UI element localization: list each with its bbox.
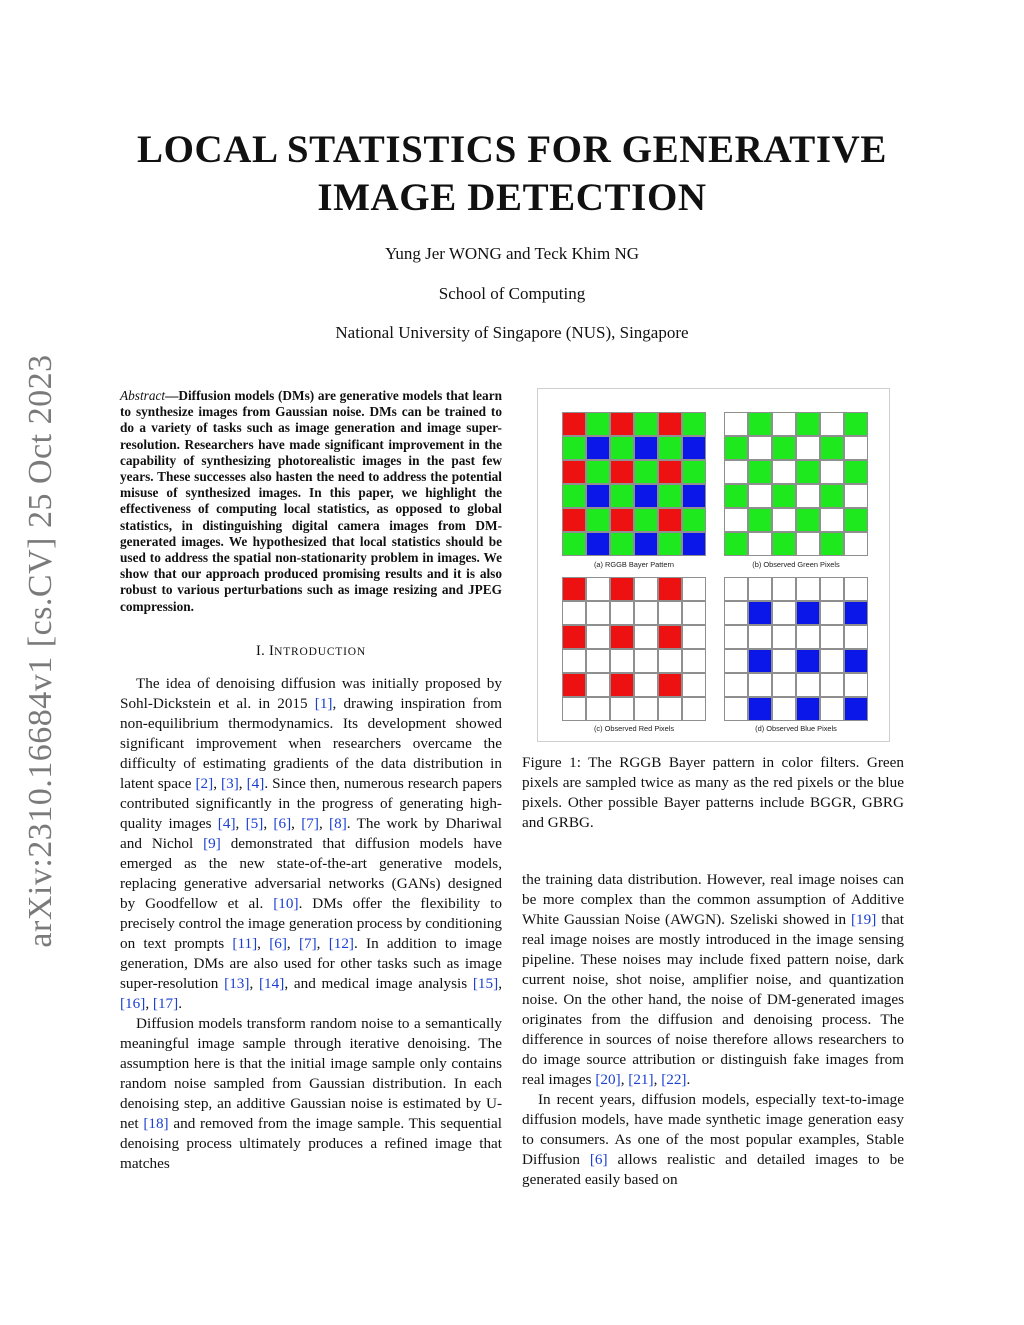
bayer-cell (682, 577, 706, 601)
grid-rggb-bayer (562, 412, 706, 556)
citation-link[interactable]: [16] (120, 994, 146, 1012)
bayer-cell (820, 601, 844, 625)
bayer-cell (682, 460, 706, 484)
bayer-cell (634, 649, 658, 673)
paragraph-text: , (498, 974, 502, 992)
title-line-2: IMAGE DETECTION (317, 176, 707, 219)
bayer-cell (562, 484, 586, 508)
paragraph-text: , (286, 934, 299, 952)
bayer-cell (658, 436, 682, 460)
figure-bayer-pattern (537, 388, 890, 742)
bayer-cell (748, 532, 772, 556)
bayer-cell (748, 577, 772, 601)
bayer-cell (562, 436, 586, 460)
bayer-cell (820, 673, 844, 697)
paragraph-text: , (145, 994, 153, 1012)
bayer-cell (586, 484, 610, 508)
bayer-cell (772, 484, 796, 508)
affiliation-university: National University of Singapore (NUS), Singapore (335, 323, 689, 342)
bayer-cell (748, 649, 772, 673)
bayer-cell (634, 532, 658, 556)
bayer-cell (844, 649, 868, 673)
bayer-cell (586, 412, 610, 436)
citation-link[interactable]: [10] (273, 894, 299, 912)
bayer-cell (724, 484, 748, 508)
bayer-cell (748, 601, 772, 625)
bayer-cell (634, 412, 658, 436)
citation-link[interactable]: [19] (850, 911, 877, 928)
title-line-1: LOCAL STATISTICS FOR GENERATIVE (136, 128, 888, 171)
paragraph-text: In recent years, diffusion models, especially text-to-image diffusion models, have made synthetic image generation easy to consumers. As one of the most popular examples, Stable Diffusion (522, 1091, 904, 1168)
bayer-cell (796, 601, 820, 625)
bayer-cell (844, 460, 868, 484)
bayer-cell (796, 625, 820, 649)
bayer-cell (610, 484, 634, 508)
bayer-cell (772, 625, 796, 649)
bayer-cell (844, 436, 868, 460)
paragraph-text: , (235, 814, 246, 832)
right-paragraph-1 (522, 870, 904, 1090)
citation-link[interactable]: [6] (273, 814, 292, 832)
bayer-cell (682, 601, 706, 625)
bayer-cell (562, 577, 586, 601)
bayer-cell (634, 577, 658, 601)
bayer-cell (724, 625, 748, 649)
paragraph-text: , (238, 774, 247, 792)
bayer-cell (724, 460, 748, 484)
author-list: Yung Jer WONG and Teck Khim NG (384, 244, 640, 263)
bayer-cell (796, 577, 820, 601)
citation-link[interactable]: [2] (195, 774, 214, 792)
right-paragraph-2 (522, 1090, 904, 1190)
bayer-cell (796, 508, 820, 532)
paragraph-text: . (686, 1071, 691, 1088)
citation-link[interactable]: [8] (329, 814, 347, 832)
bayer-cell (844, 532, 868, 556)
bayer-cell (658, 601, 682, 625)
paragraph-text: and removed from the image sample. This sequential denoising process ultimately produces a refined image that matches (120, 1114, 502, 1172)
bayer-cell (682, 508, 706, 532)
bayer-cell (796, 649, 820, 673)
bayer-cell (562, 625, 586, 649)
intro-paragraph-1 (120, 674, 502, 1014)
bayer-cell (610, 697, 634, 721)
citation-link[interactable]: [12] (328, 934, 354, 952)
bayer-cell (748, 697, 772, 721)
bayer-cell (658, 697, 682, 721)
bayer-cell (634, 601, 658, 625)
bayer-cell (562, 697, 586, 721)
bayer-cell (772, 460, 796, 484)
bayer-cell (658, 412, 682, 436)
bayer-cell (772, 673, 796, 697)
bayer-cell (586, 532, 610, 556)
intro-paragraph-2 (120, 1014, 502, 1174)
bayer-cell (682, 649, 706, 673)
figure-caption: Figure 1: The RGGB Bayer pattern in color filters. Green pixels are sampled twice as many as the red pixels or the blue pixels. Other possible Bayer patterns include BGGR, GBRG and GRBG. (522, 754, 904, 831)
bayer-cell (820, 412, 844, 436)
bayer-cell (844, 601, 868, 625)
bayer-cell (844, 508, 868, 532)
paragraph-text: , (316, 934, 329, 952)
paragraph-text: , drawing inspiration from non-equilibrium thermodynamics. Its development showed significant improvement when researchers overcame the difficulty of estimating gradients of the data distribution in latent space (120, 694, 502, 792)
bayer-cell (682, 484, 706, 508)
bayer-cell (634, 436, 658, 460)
bayer-cell (796, 412, 820, 436)
bayer-cell (820, 484, 844, 508)
bayer-cell (772, 532, 796, 556)
grid-label-blue: (d) Observed Blue Pixels (755, 724, 837, 733)
bayer-cell (658, 673, 682, 697)
bayer-cell (820, 577, 844, 601)
grid-label-rggb: (a) RGGB Bayer Pattern (593, 560, 675, 569)
citation-link[interactable]: [6] (269, 934, 287, 952)
citation-link[interactable]: [22] (661, 1071, 687, 1088)
bayer-cell (610, 673, 634, 697)
paragraph-text: , (249, 974, 259, 992)
bayer-cell (748, 412, 772, 436)
bayer-cell (772, 508, 796, 532)
paragraph-text: Diffusion models transform random noise to a semantically meaningful image sample through iterative denoising. The assumption here is that the initial image sample only contains random noise sampled from Gaussian distribution. In each denoising step, an additive Gaussian noise is estimated by U-net (120, 1014, 502, 1132)
bayer-cell (748, 484, 772, 508)
bayer-cell (586, 436, 610, 460)
bayer-cell (748, 625, 772, 649)
bayer-cell (724, 436, 748, 460)
bayer-cell (562, 460, 586, 484)
bayer-cell (820, 697, 844, 721)
citation-link[interactable]: [1] (314, 694, 333, 712)
paragraph-text: that real image noises are mostly introduced in the image sensing pipeline. These noises may include fixed pattern noise, dark current noise, shot noise, amplifier noise, and quantization noise. On the other hand, the noise of DM-generated images originates from the diffusion and denoising process. The difference in sources of noise therefore allows researchers to do image source attribution or distinguish fake images from real images (522, 911, 904, 1088)
citation-link[interactable]: [13] (224, 974, 250, 992)
bayer-cell (748, 436, 772, 460)
bayer-cell (724, 649, 748, 673)
bayer-cell (844, 673, 868, 697)
paragraph-text: , (263, 814, 274, 832)
bayer-cell (772, 649, 796, 673)
citation-link[interactable]: [11] (232, 934, 258, 952)
affiliation-school: School of Computing (438, 284, 586, 303)
paragraph-text: , (620, 1071, 629, 1088)
bayer-cell (658, 484, 682, 508)
bayer-cell (658, 532, 682, 556)
citation-link[interactable]: [4] (217, 814, 236, 832)
right-column (522, 870, 904, 1190)
bayer-cell (748, 508, 772, 532)
bayer-cell (610, 601, 634, 625)
bayer-cell (562, 412, 586, 436)
bayer-cell (610, 436, 634, 460)
bayer-cell (748, 673, 772, 697)
bayer-cell (658, 577, 682, 601)
bayer-cell (610, 625, 634, 649)
bayer-cell (796, 673, 820, 697)
paragraph-text: , and medical image analysis (284, 974, 473, 992)
bayer-cell (724, 697, 748, 721)
citation-link[interactable]: [20] (595, 1071, 621, 1088)
bayer-cell (634, 625, 658, 649)
paragraph-text: . In addition to image generation, DMs are also used for other tasks such as image super-resolution (120, 934, 503, 992)
abstract (120, 388, 502, 615)
paragraph-text: the training data distribution. However, real image noises can be more complex than the common assumption of Additive White Gaussian Noise (AWGN). Szeliski showed in (522, 871, 904, 928)
citation-link[interactable]: [18] (143, 1114, 169, 1132)
bayer-cell (634, 484, 658, 508)
paragraph-text: , (257, 934, 270, 952)
grid-label-red: (c) Observed Red Pixels (593, 724, 675, 733)
bayer-cell (772, 601, 796, 625)
bayer-cell (748, 460, 772, 484)
bayer-cell (724, 508, 748, 532)
bayer-cell (586, 577, 610, 601)
bayer-cell (820, 649, 844, 673)
bayer-cell (724, 532, 748, 556)
bayer-cell (562, 673, 586, 697)
citation-link[interactable]: [6] (589, 1151, 608, 1168)
bayer-cell (724, 577, 748, 601)
bayer-cell (562, 649, 586, 673)
bayer-cell (682, 673, 706, 697)
citation-link[interactable]: [21] (628, 1071, 654, 1088)
bayer-cell (658, 508, 682, 532)
paragraph-text: . (178, 994, 183, 1012)
bayer-cell (844, 577, 868, 601)
abstract-label: Abstract (120, 388, 166, 403)
paragraph-text: , (291, 814, 302, 832)
bayer-cell (634, 460, 658, 484)
bayer-cell (724, 412, 748, 436)
bayer-cell (820, 508, 844, 532)
bayer-cell (610, 412, 634, 436)
paragraph-text: , (213, 774, 222, 792)
grid-blue-pixels (724, 577, 868, 721)
bayer-cell (844, 484, 868, 508)
bayer-cell (796, 532, 820, 556)
abstract-text: —Diffusion models (DMs) are generative models that learn to synthesize images from Gaussian noise. DMs can be trained to do a variety of tasks such as image generation and image super-resolution. Researchers have made significant improvement in the capability of synthesizing photorealistic images in the past few years. These successes also hasten the need to address the potential misuse of synthesized images. In this paper, we highlight the effectiveness of computing local statistics, as opposed to global statistics, in distinguishing digital camera images from DM-generated images. We hypothesized that local statistics should be used to address the spatial non-stationarity problem in images. We show that our approach produced promising results and it is also robust to various perturbations such as image resizing and JPEG compression. (120, 388, 502, 614)
left-column (120, 388, 502, 1174)
bayer-cell (610, 508, 634, 532)
arxiv-identifier: arXiv:2310.16684v1 [cs.CV] 25 Oct 2023 (22, 354, 59, 948)
bayer-cell (586, 673, 610, 697)
bayer-cell (682, 436, 706, 460)
citation-link[interactable]: [15] (472, 974, 499, 992)
bayer-cell (796, 460, 820, 484)
citation-link[interactable]: [17] (152, 994, 179, 1012)
bayer-cell (562, 508, 586, 532)
grid-green-pixels (724, 412, 868, 556)
section-first-letter: I (268, 642, 275, 659)
bayer-cell (844, 697, 868, 721)
bayer-cell (724, 601, 748, 625)
citation-link[interactable]: [9] (203, 834, 221, 852)
paragraph-text: allows realistic and detailed images to be generated easily based on (522, 1151, 904, 1188)
bayer-cell (586, 508, 610, 532)
paragraph-text: , (653, 1071, 662, 1088)
bayer-cell (724, 673, 748, 697)
bayer-cell (772, 577, 796, 601)
bayer-cell (844, 625, 868, 649)
citation-link[interactable]: [5] (245, 814, 264, 832)
bayer-cell (682, 532, 706, 556)
bayer-cell (610, 649, 634, 673)
bayer-cell (772, 412, 796, 436)
bayer-cell (610, 460, 634, 484)
bayer-cell (586, 625, 610, 649)
bayer-cell (820, 625, 844, 649)
grid-label-green: (b) Observed Green Pixels (752, 560, 840, 569)
paragraph-text: . DMs offer the flexibility to precisely control the image generation process by conditioning on text prompts (120, 894, 502, 952)
bayer-cell (562, 601, 586, 625)
bayer-cell (634, 508, 658, 532)
bayer-cell (658, 649, 682, 673)
paragraph-text: . Since then, numerous research papers contributed significantly in the progress of generating high-quality images (120, 774, 503, 832)
bayer-cell (772, 697, 796, 721)
section-number: I. (256, 642, 269, 659)
bayer-cell (820, 532, 844, 556)
paragraph-text: , (318, 814, 330, 832)
bayer-cell (772, 436, 796, 460)
citation-link[interactable]: [4] (246, 774, 265, 792)
bayer-cell (586, 697, 610, 721)
paragraph-text: The idea of denoising diffusion was initially proposed by Sohl-Dickstein et al. in 2015 (120, 674, 502, 712)
bayer-cell (682, 625, 706, 649)
bayer-cell (820, 460, 844, 484)
bayer-cell (634, 673, 658, 697)
bayer-cell (796, 484, 820, 508)
bayer-cell (610, 532, 634, 556)
paragraph-text: . The work by Dhariwal and Nichol (120, 814, 502, 852)
bayer-cell (586, 649, 610, 673)
section-heading-introduction (120, 641, 502, 662)
citation-link[interactable]: [7] (298, 934, 317, 952)
citation-link[interactable]: [14] (259, 974, 285, 992)
bayer-cell (658, 625, 682, 649)
grid-red-pixels (562, 577, 706, 721)
bayer-cell (562, 532, 586, 556)
bayer-cell (796, 436, 820, 460)
bayer-cell (682, 412, 706, 436)
bayer-cell (658, 460, 682, 484)
bayer-cell (586, 601, 610, 625)
citation-link[interactable]: [7] (301, 814, 319, 832)
bayer-cell (586, 460, 610, 484)
bayer-cell (682, 697, 706, 721)
section-title-rest: NTRODUCTION (274, 645, 366, 658)
bayer-cell (610, 577, 634, 601)
bayer-cell (844, 412, 868, 436)
bayer-cell (820, 436, 844, 460)
paper-title (100, 126, 924, 222)
bayer-cell (796, 697, 820, 721)
bayer-cell (634, 697, 658, 721)
paragraph-text: demonstrated that diffusion models have emerged as the new state-of-the-art generative models, replacing generative adversarial networks (GANs) designed by Goodfellow et al. (120, 834, 503, 912)
citation-link[interactable]: [3] (221, 774, 239, 792)
